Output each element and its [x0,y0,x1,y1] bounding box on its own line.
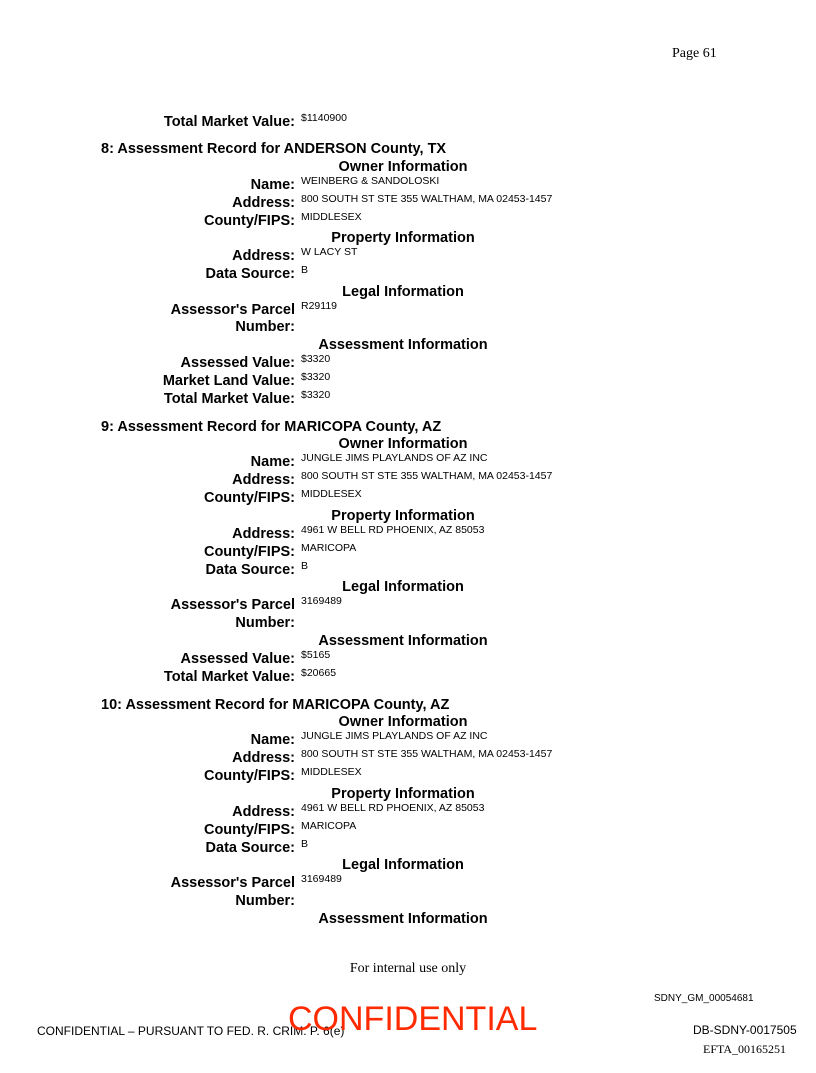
field-value: B [301,560,309,572]
record-9-owner-county [0,489,816,507]
page-number: Page 61 [672,46,717,61]
field-value: $3320 [301,389,331,401]
record-8-assessed-value [0,354,816,372]
record-8-property-address [0,247,816,265]
field-value: 800 SOUTH ST STE 355 WALTHAM, MA 02453-1457 [301,193,553,205]
field-label: Number: [235,893,295,909]
record-9-assessment-title: Assessment Information [318,633,488,649]
field-value: W LACY ST [301,246,358,258]
record-8-parcel [0,301,816,319]
record-9-assessed-value [0,650,816,668]
record-10-owner-address [0,749,816,767]
record-9-heading: 9: Assessment Record for MARICOPA County, AZ [101,419,442,435]
field-label: Data Source: [205,562,295,578]
record-8-owner-title: Owner Information [338,159,468,175]
field-value: 3169489 [301,595,342,607]
record-9-owner-title: Owner Information [338,436,468,452]
record-10-property-county [0,821,816,839]
field-label: Assessed Value: [180,355,295,371]
field-value: MARICOPA [301,542,357,554]
record-8-property-title: Property Information [331,230,475,246]
record-9-property-address [0,525,816,543]
field-label: Assessor's Parcel [170,302,295,318]
record-10-property-title: Property Information [331,786,475,802]
record-10-owner-title: Owner Information [338,714,468,730]
record-9-owner-address [0,471,816,489]
record-9-data-source [0,561,816,579]
field-value: B [301,838,309,850]
record-10-assessment-title: Assessment Information [318,911,488,927]
field-value: $3320 [301,353,331,365]
field-value: $5165 [301,649,331,661]
field-value: 4961 W BELL RD PHOENIX, AZ 85053 [301,524,485,536]
record-9-legal-title: Legal Information [342,579,464,595]
field-value: 3169489 [301,873,342,885]
field-value: MIDDLESEX [301,766,362,778]
field-value: 4961 W BELL RD PHOENIX, AZ 85053 [301,802,485,814]
record-10-data-source [0,839,816,857]
record-10-owner-county [0,767,816,785]
field-label: Assessor's Parcel [170,875,295,891]
field-value: B [301,264,309,276]
field-label: Name: [250,177,295,193]
field-value: JUNGLE JIMS PLAYLANDS OF AZ INC [301,452,488,464]
field-label: Name: [250,732,295,748]
field-value: 800 SOUTH ST STE 355 WALTHAM, MA 02453-1457 [301,470,553,482]
field-label: Address: [232,804,295,820]
field-value: MIDDLESEX [301,488,362,500]
field-label: Address: [232,248,295,264]
record-8-heading: 8: Assessment Record for ANDERSON County, TX [101,141,447,157]
field-label: County/FIPS: [203,213,295,229]
field-value: $1140900 [301,112,347,124]
bates-number-db-sdny: DB-SDNY-0017505 [693,1023,797,1037]
field-label: County/FIPS: [203,490,295,506]
field-label: Total Market Value: [163,114,295,130]
field-label: Total Market Value: [163,669,295,685]
field-label: County/FIPS: [203,822,295,838]
field-label: Address: [232,526,295,542]
field-label: Address: [232,750,295,766]
field-label: Market Land Value: [162,373,295,389]
record-10-property-address [0,803,816,821]
record-10-legal-title: Legal Information [342,857,464,873]
field-value: $20665 [301,667,337,679]
field-label: County/FIPS: [203,768,295,784]
record-10-parcel [0,874,816,892]
field-value: 800 SOUTH ST STE 355 WALTHAM, MA 02453-1457 [301,748,553,760]
record-8-parcel-label-2 [0,318,816,336]
confidential-stamp: CONFIDENTIAL [288,1000,538,1038]
field-value: JUNGLE JIMS PLAYLANDS OF AZ INC [301,730,488,742]
field-value: MIDDLESEX [301,211,362,223]
field-value: R29119 [301,300,338,312]
field-value: $3320 [301,371,331,383]
field-label: Total Market Value: [163,391,295,407]
record-8-owner-county [0,212,816,230]
bates-number-sdny-gm: SDNY_GM_00054681 [654,993,754,1004]
record-8-legal-title: Legal Information [342,284,464,300]
internal-use-note: For internal use only [349,961,467,976]
field-label: Number: [235,615,295,631]
field-label: Data Source: [205,266,295,282]
record-10-heading: 10: Assessment Record for MARICOPA County, AZ [101,697,450,713]
field-label: Name: [250,454,295,470]
record-8-market-land-value [0,372,816,390]
field-label: Number: [235,319,295,335]
field-value: WEINBERG & SANDOLOSKI [301,175,440,187]
record-9-property-title: Property Information [331,508,475,524]
field-label: Assessed Value: [180,651,295,667]
record-8-data-source [0,265,816,283]
efta-number: EFTA_00165251 [703,1042,787,1056]
top-total-market-value [0,113,816,131]
field-value: MARICOPA [301,820,357,832]
field-label: Assessor's Parcel [170,597,295,613]
record-9-parcel-label-2 [0,614,816,632]
record-8-owner-address [0,194,816,212]
field-label: Address: [232,472,295,488]
confidential-notice: CONFIDENTIAL – PURSUANT TO FED. R. CRIM. P. 6(e) [37,1024,345,1038]
record-9-total-market-value [0,668,816,686]
record-8-assessment-title: Assessment Information [318,337,488,353]
field-label: Data Source: [205,840,295,856]
record-9-property-county [0,543,816,561]
field-label: County/FIPS: [203,544,295,560]
field-label: Address: [232,195,295,211]
record-10-parcel-label-2 [0,892,816,910]
record-9-parcel [0,596,816,614]
record-8-total-market-value [0,390,816,408]
